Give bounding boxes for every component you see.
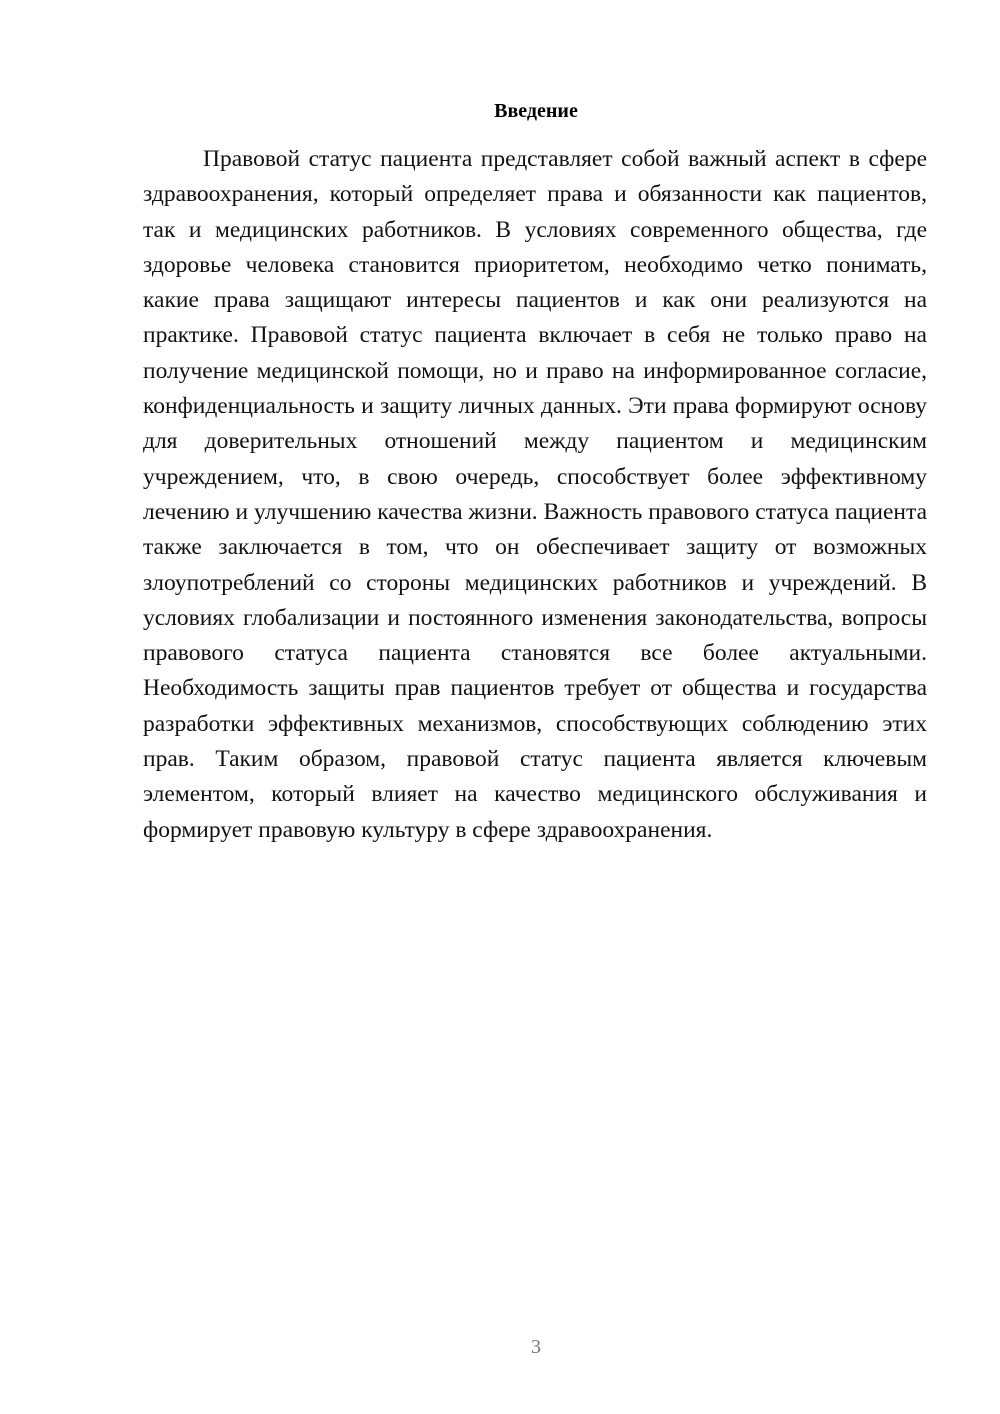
body-paragraph: Правовой статус пациента представляет собой важный аспект в сфере здравоохранения, который определяет права и обязанности как пациентов, так и медицинских работников. В условиях современного общества, где здоровье человека становится приоритетом, необходимо четко понимать, какие права защищают интересы пациентов и как они реализуются на практике. Правовой статус пациента включает в себя не только право на получение медицинской помощи, но и право на информированное согласие, конфиденциальность и защиту личных данных. Эти права формируют основу для доверительных отношений между пациентом и медицинским учреждением, что, в свою очередь, способствует более эффективному лечению и улучшению качества жизни. Важность правового статуса пациента также заключается в том, что он обеспечивает защиту от возможных злоупотреблений со стороны медицинских работников и учреждений. В условиях глобализации и постоянного изменения законодательства, вопросы правового статуса пациента становятся все более актуальными. Необходимость защиты прав пациентов требует от общества и государства разработки эффективных механизмов, способствующих соблюдению этих прав. Таким образом, правовой статус пациента является ключевым элементом, который влияет на качество медицинского обслуживания и формирует правовую культуру в сфере здравоохранения.: [143, 146, 927, 843]
page-number: 3: [531, 1336, 541, 1358]
section-title: Введение: [494, 100, 578, 122]
